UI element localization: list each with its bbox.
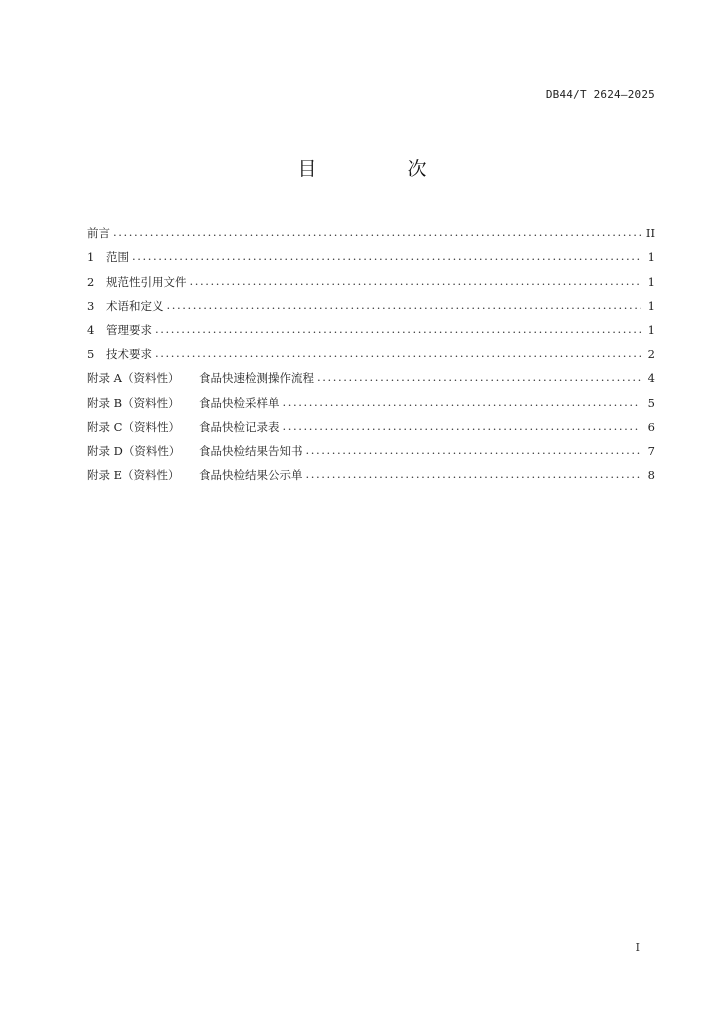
toc-entry-normative-references[interactable] bbox=[87, 265, 655, 289]
toc-entry-foreword[interactable] bbox=[87, 217, 655, 241]
toc-leader-dots bbox=[155, 345, 641, 361]
toc-leader-dots bbox=[283, 394, 642, 410]
toc-entry-page: 6 bbox=[647, 419, 655, 434]
toc-entry-appendix-label: 附录 E（资料性） bbox=[87, 468, 180, 483]
toc-entry-management-requirements[interactable] bbox=[87, 314, 655, 338]
toc-entry-appendix-c[interactable] bbox=[87, 411, 655, 435]
toc-entry-number: 4 bbox=[87, 322, 95, 337]
toc-leader-dots bbox=[155, 321, 641, 337]
toc-entry-title: 食品快检采样单 bbox=[199, 395, 280, 410]
toc-entry-page: 4 bbox=[647, 371, 655, 386]
toc-leader-dots bbox=[317, 369, 641, 385]
toc-entry-title: 术语和定义 bbox=[106, 298, 164, 313]
toc-entry-title: 食品快检结果告知书 bbox=[199, 443, 303, 458]
toc-entry-page: 1 bbox=[647, 298, 655, 313]
toc-entry-number: 1 bbox=[87, 250, 95, 265]
toc-leader-dots bbox=[306, 442, 642, 458]
page-title: 目 次 bbox=[297, 158, 463, 180]
toc-entry-title: 食品快检结果公示单 bbox=[199, 468, 303, 483]
table-of-contents bbox=[87, 217, 655, 483]
toc-entry-title: 食品快速检测操作流程 bbox=[199, 371, 314, 386]
toc-leader-dots bbox=[132, 248, 641, 264]
toc-entry-title: 前言 bbox=[87, 226, 110, 241]
toc-entry-number: 2 bbox=[87, 274, 95, 289]
toc-entry-page: 8 bbox=[647, 468, 655, 483]
toc-entry-page: 2 bbox=[647, 347, 655, 362]
toc-entry-appendix-label: 附录 D（资料性） bbox=[87, 443, 181, 458]
toc-entry-title: 技术要求 bbox=[106, 347, 152, 362]
standard-code: DB44/T 2624—2025 bbox=[545, 88, 655, 101]
toc-entry-number: 5 bbox=[87, 347, 95, 362]
toc-entry-title: 规范性引用文件 bbox=[106, 274, 187, 289]
toc-entry-page: 1 bbox=[647, 250, 655, 265]
toc-entry-title: 管理要求 bbox=[106, 322, 152, 337]
toc-entry-technical-requirements[interactable] bbox=[87, 338, 655, 362]
toc-entry-page: 1 bbox=[647, 274, 655, 289]
toc-entry-appendix-b[interactable] bbox=[87, 386, 655, 410]
toc-leader-dots bbox=[190, 273, 642, 289]
toc-entry-appendix-label: 附录 C（资料性） bbox=[87, 419, 180, 434]
toc-leader-dots bbox=[113, 224, 641, 240]
toc-entry-appendix-d[interactable] bbox=[87, 435, 655, 459]
toc-entry-title: 范围 bbox=[106, 250, 129, 265]
page-number: I bbox=[635, 941, 640, 954]
toc-leader-dots bbox=[167, 297, 642, 313]
toc-entry-page: 5 bbox=[647, 395, 655, 410]
toc-entry-appendix-label: 附录 A（资料性） bbox=[87, 371, 180, 386]
toc-entry-appendix-a[interactable] bbox=[87, 362, 655, 386]
toc-entry-appendix-e[interactable] bbox=[87, 459, 655, 483]
toc-entry-scope[interactable] bbox=[87, 241, 655, 265]
toc-entry-title: 食品快检记录表 bbox=[199, 419, 280, 434]
toc-entry-number: 3 bbox=[87, 298, 95, 313]
toc-entry-appendix-label: 附录 B（资料性） bbox=[87, 395, 180, 410]
toc-entry-page: 7 bbox=[647, 443, 655, 458]
toc-entry-page: 1 bbox=[647, 322, 655, 337]
toc-entry-terms-definitions[interactable] bbox=[87, 290, 655, 314]
toc-leader-dots bbox=[306, 466, 642, 482]
toc-leader-dots bbox=[283, 418, 642, 434]
toc-entry-page: II bbox=[645, 226, 655, 241]
